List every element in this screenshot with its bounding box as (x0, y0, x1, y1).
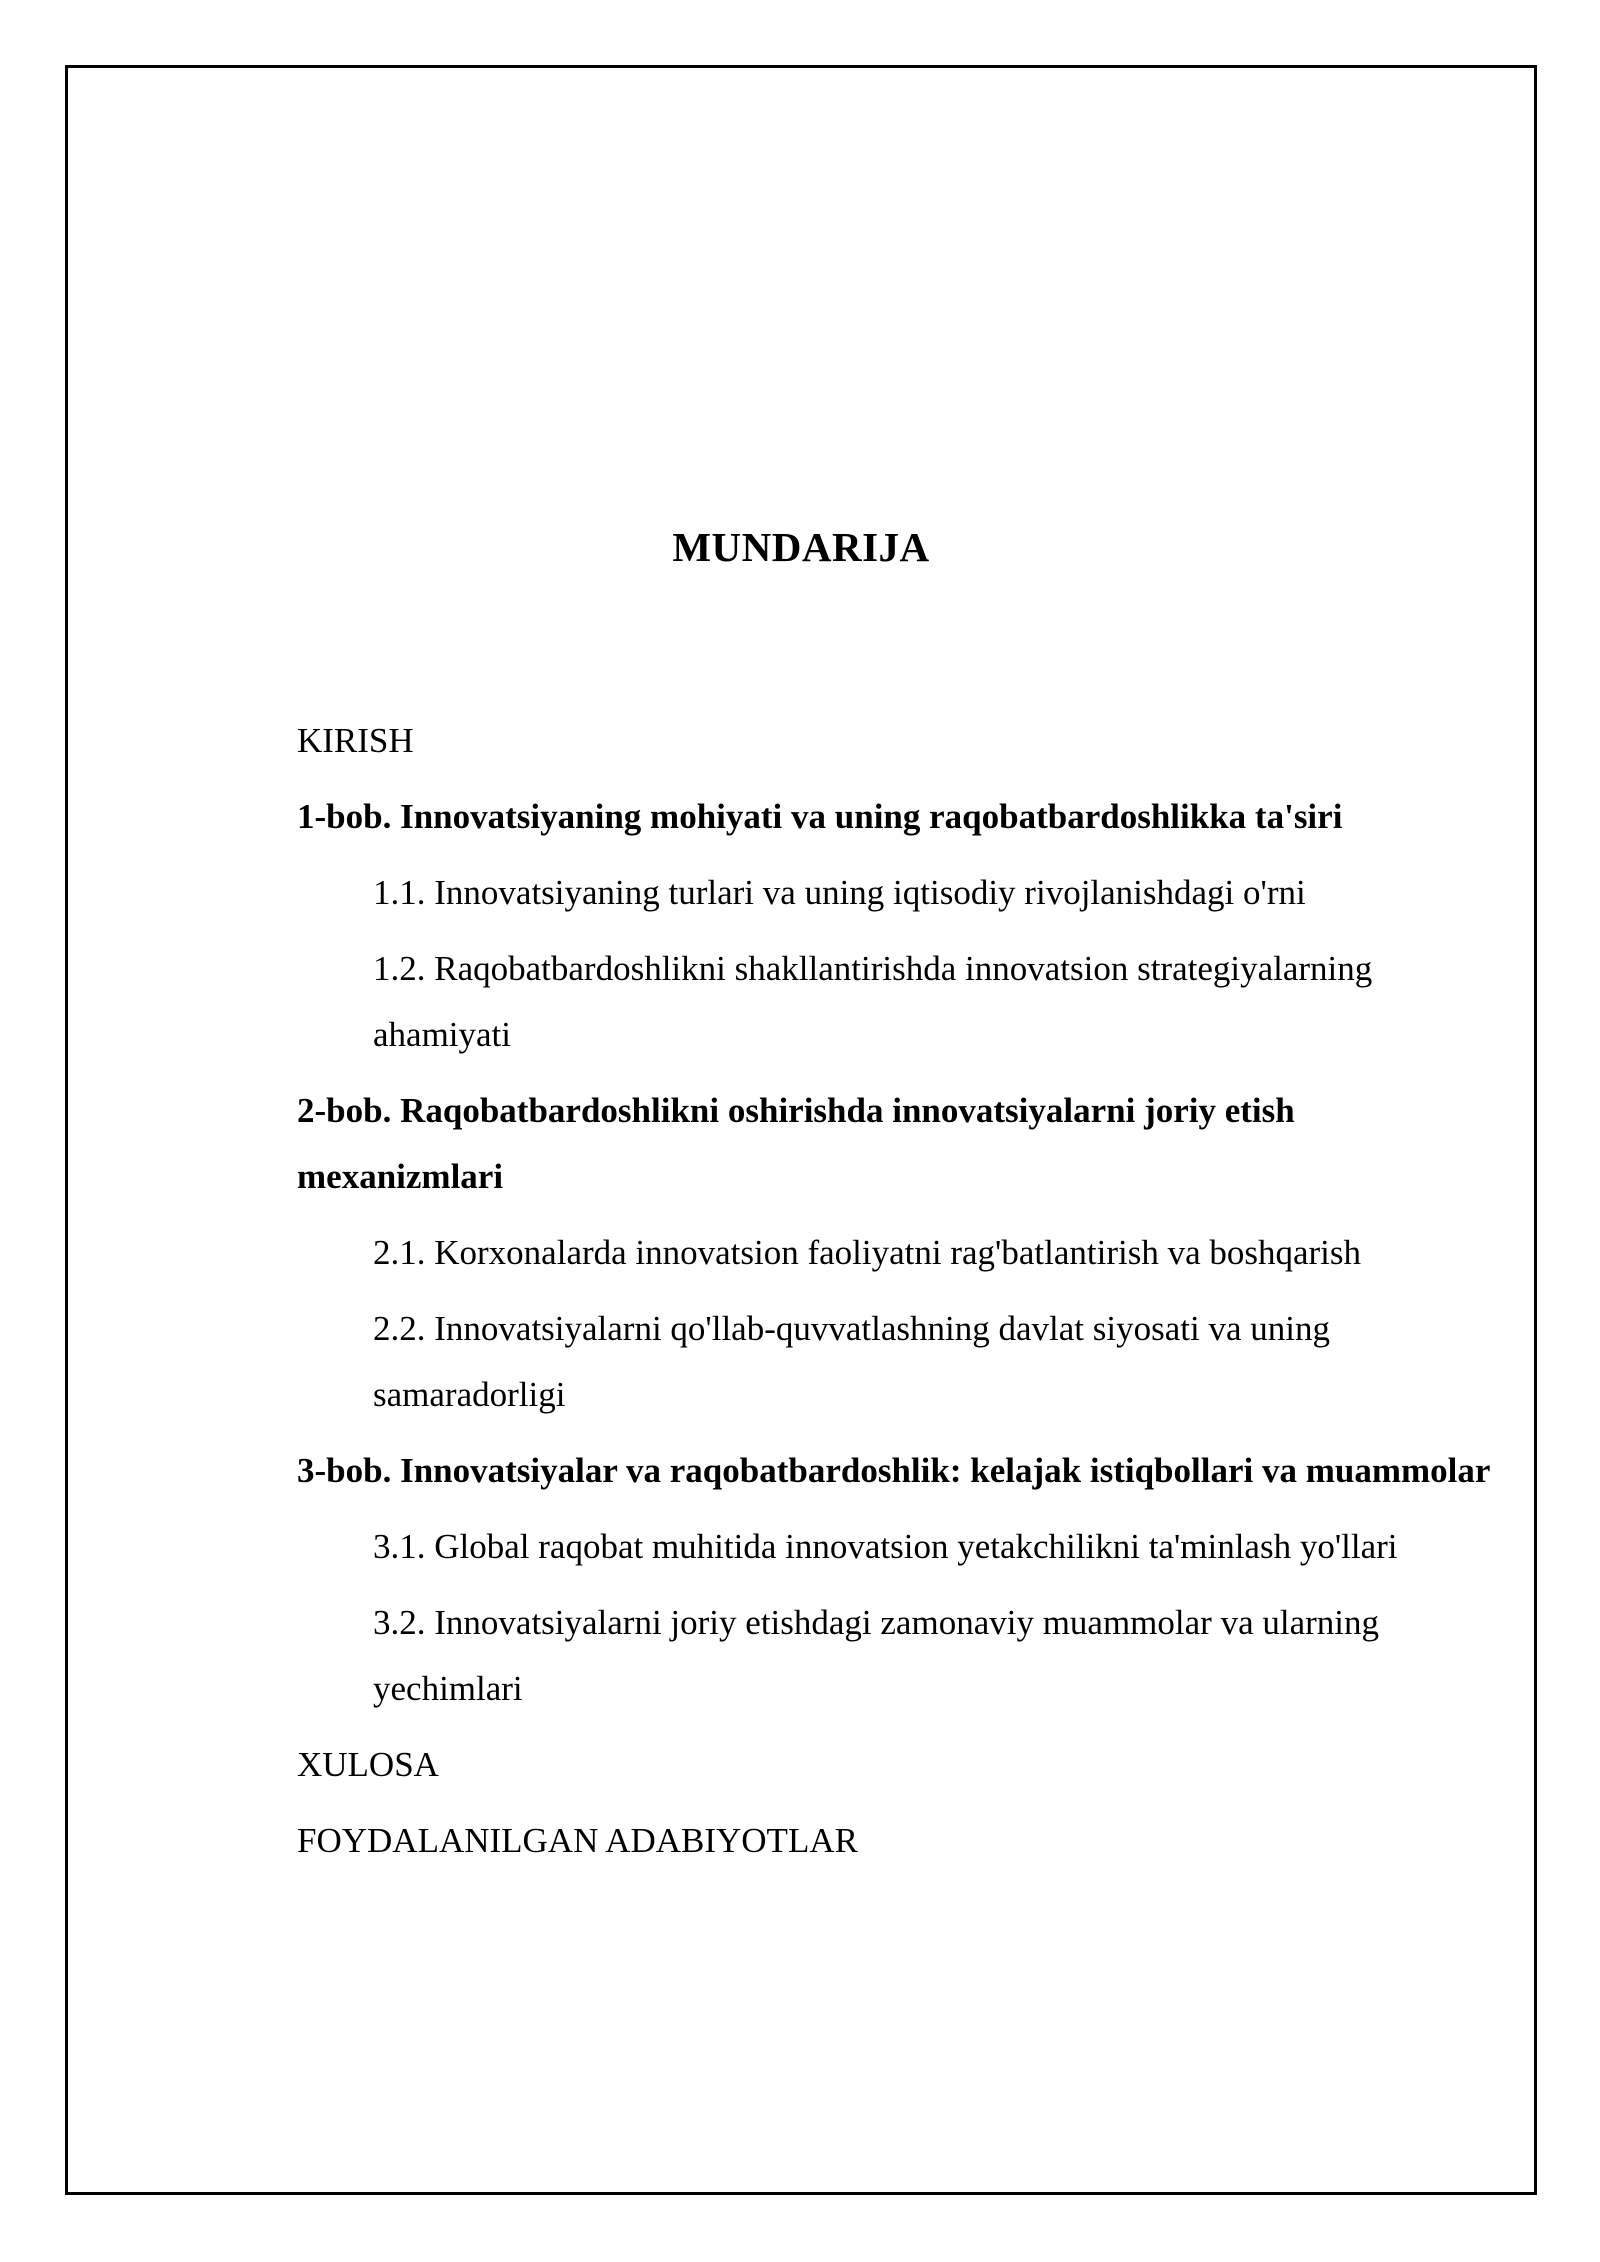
toc-chapter-3: 3-bob. Innovatsiyalar va raqobatbardoshlik: kelajak istiqbollari va muammolar (297, 1451, 1491, 1490)
toc-chapter-1: 1-bob. Innovatsiyaning mohiyati va uning raqobatbardoshlikka ta'siri (297, 797, 1343, 836)
toc-entry-introduction: KIRISH (297, 721, 414, 760)
toc-section-3-2: 3.2. Innovatsiyalarni joriy etishdagi zamonaviy muammolar va ularning yechimlari (373, 1603, 1379, 1708)
toc-section-1-2: 1.2. Raqobatbardoshlikni shakllantirishda innovatsion strategiyalarning ahamiyati (373, 949, 1373, 1054)
toc-entry-references: FOYDALANILGAN ADABIYOTLAR (297, 1821, 858, 1860)
toc-section-1-1: 1.1. Innovatsiyaning turlari va uning iqtisodiy rivojlanishdagi o'rni (373, 873, 1306, 912)
toc-section-2-2: 2.2. Innovatsiyalarni qo'llab-quvvatlashning davlat siyosati va uning samaradorligi (373, 1309, 1330, 1414)
toc-entry-conclusion: XULOSA (297, 1745, 439, 1784)
table-of-contents (297, 708, 1497, 1884)
page-border (65, 65, 1537, 2195)
toc-section-3-1: 3.1. Global raqobat muhitida innovatsion yetakchilikni ta'minlash yo'llari (373, 1527, 1398, 1566)
page-title: MUNDARIJA (672, 524, 930, 570)
toc-section-2-1: 2.1. Korxonalarda innovatsion faoliyatni rag'batlantirish va boshqarish (373, 1233, 1362, 1272)
toc-chapter-2: 2-bob. Raqobatbardoshlikni oshirishda innovatsiyalarni joriy etish mexanizmlari (297, 1091, 1295, 1196)
